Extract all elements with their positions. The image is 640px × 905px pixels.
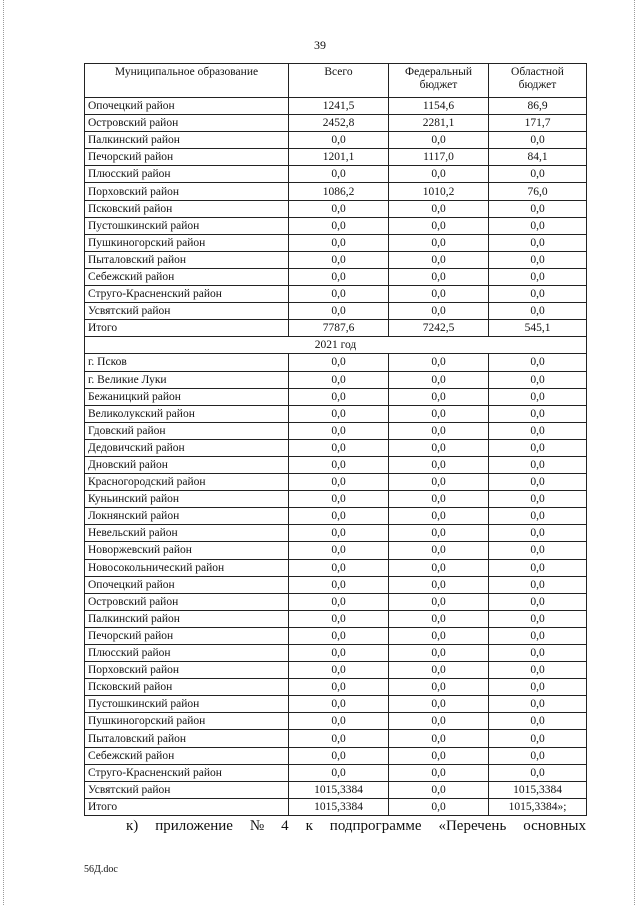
cell-federal: 2281,1 <box>389 115 489 132</box>
cell-federal: 0,0 <box>389 730 489 747</box>
cell-total: 0,0 <box>289 593 389 610</box>
cell-total: 0,0 <box>289 764 389 781</box>
cell-regional: 0,0 <box>489 303 587 320</box>
cell-federal: 0,0 <box>389 422 489 439</box>
table-row <box>85 508 587 525</box>
cell-federal: 0,0 <box>389 627 489 644</box>
header-regional-budget: Областной бюджет <box>489 64 587 98</box>
cell-municipality: Островский район <box>85 593 289 610</box>
cell-federal: 0,0 <box>389 645 489 662</box>
cell-total: 0,0 <box>289 713 389 730</box>
cell-regional: 0,0 <box>489 200 587 217</box>
cell-municipality: Куньинский район <box>85 491 289 508</box>
cell-total: 0,0 <box>289 542 389 559</box>
table-row <box>85 491 587 508</box>
cell-regional: 0,0 <box>489 217 587 234</box>
cell-municipality: г. Великие Луки <box>85 371 289 388</box>
cell-federal: 0,0 <box>389 217 489 234</box>
cell-regional: 0,0 <box>489 525 587 542</box>
cell-federal: 0,0 <box>389 491 489 508</box>
cell-regional: 86,9 <box>489 98 587 115</box>
page-number: 39 <box>314 38 326 52</box>
cell-regional: 0,0 <box>489 696 587 713</box>
cell-municipality: Новосокольнический район <box>85 559 289 576</box>
table-row <box>85 422 587 439</box>
table-row <box>85 132 587 149</box>
cell-federal: 7242,5 <box>389 320 489 337</box>
year-row <box>85 337 587 354</box>
cell-total: 0,0 <box>289 439 389 456</box>
cell-total: 0,0 <box>289 132 389 149</box>
cell-total: 1086,2 <box>289 183 389 200</box>
table-row <box>85 388 587 405</box>
cell-total: 7787,6 <box>289 320 389 337</box>
cell-regional: 0,0 <box>489 354 587 371</box>
cell-municipality: Итого <box>85 798 289 815</box>
table-row <box>85 439 587 456</box>
table-row <box>85 166 587 183</box>
cell-regional: 0,0 <box>489 593 587 610</box>
cell-total: 0,0 <box>289 576 389 593</box>
cell-regional: 0,0 <box>489 627 587 644</box>
cell-federal: 0,0 <box>389 679 489 696</box>
cell-municipality: Невельский район <box>85 525 289 542</box>
table-row <box>85 183 587 200</box>
header-municipality: Муниципальное образование <box>85 64 289 98</box>
cell-regional: 1015,3384 <box>489 781 587 798</box>
cell-municipality: Палкинский район <box>85 132 289 149</box>
cell-total: 0,0 <box>289 662 389 679</box>
cell-municipality: Локнянский район <box>85 508 289 525</box>
table-row <box>85 559 587 576</box>
continuation-word: подпрограмме <box>329 818 422 834</box>
cell-total: 0,0 <box>289 696 389 713</box>
cell-municipality: Усвятский район <box>85 303 289 320</box>
cell-regional: 0,0 <box>489 234 587 251</box>
cell-federal: 1010,2 <box>389 183 489 200</box>
cell-total: 0,0 <box>289 422 389 439</box>
cell-regional: 0,0 <box>489 132 587 149</box>
cell-total: 0,0 <box>289 508 389 525</box>
cell-federal: 0,0 <box>389 542 489 559</box>
cell-regional: 0,0 <box>489 388 587 405</box>
cell-municipality: Себежский район <box>85 747 289 764</box>
table-row <box>85 456 587 473</box>
cell-regional: 0,0 <box>489 491 587 508</box>
table-row <box>85 781 587 798</box>
cell-regional: 0,0 <box>489 371 587 388</box>
cell-federal: 0,0 <box>389 508 489 525</box>
cell-municipality: Пыталовский район <box>85 730 289 747</box>
cell-regional: 0,0 <box>489 286 587 303</box>
cell-regional: 0,0 <box>489 730 587 747</box>
table-row <box>85 764 587 781</box>
cell-municipality: Себежский район <box>85 268 289 285</box>
cell-regional: 545,1 <box>489 320 587 337</box>
cell-federal: 0,0 <box>389 132 489 149</box>
cell-federal: 0,0 <box>389 354 489 371</box>
table-header-row <box>85 64 587 98</box>
cell-total: 0,0 <box>289 559 389 576</box>
cell-regional: 0,0 <box>489 713 587 730</box>
cell-municipality: Пушкиногорский район <box>85 713 289 730</box>
header-total: Всего <box>289 64 389 98</box>
cell-municipality: г. Псков <box>85 354 289 371</box>
cell-federal: 0,0 <box>389 798 489 815</box>
cell-regional: 0,0 <box>489 268 587 285</box>
cell-federal: 0,0 <box>389 286 489 303</box>
cell-municipality: Пустошкинский район <box>85 696 289 713</box>
cell-total: 0,0 <box>289 405 389 422</box>
cell-municipality: Печорский район <box>85 149 289 166</box>
cell-federal: 0,0 <box>389 559 489 576</box>
cell-total: 0,0 <box>289 679 389 696</box>
year-label: 2021 год <box>85 337 587 354</box>
cell-total: 1201,1 <box>289 149 389 166</box>
cell-municipality: Усвятский район <box>85 781 289 798</box>
cell-total: 2452,8 <box>289 115 389 132</box>
table-row <box>85 662 587 679</box>
continuation-word: приложение <box>155 818 233 834</box>
cell-regional: 0,0 <box>489 764 587 781</box>
cell-municipality: Островский район <box>85 115 289 132</box>
continuation-word: «Перечень <box>438 818 507 834</box>
cell-municipality: Опочецкий район <box>85 576 289 593</box>
cell-regional: 0,0 <box>489 422 587 439</box>
table-row <box>85 115 587 132</box>
cell-municipality: Дновский район <box>85 456 289 473</box>
cell-municipality: Палкинский район <box>85 610 289 627</box>
cell-total: 0,0 <box>289 303 389 320</box>
cell-federal: 1154,6 <box>389 98 489 115</box>
cell-total: 0,0 <box>289 217 389 234</box>
cell-federal: 0,0 <box>389 251 489 268</box>
table-row <box>85 798 587 815</box>
table-row <box>85 286 587 303</box>
cell-federal: 0,0 <box>389 456 489 473</box>
continuation-word: к) <box>126 818 139 834</box>
cell-total: 0,0 <box>289 251 389 268</box>
cell-regional: 84,1 <box>489 149 587 166</box>
cell-municipality: Великолукский район <box>85 405 289 422</box>
cell-municipality: Плюсский район <box>85 166 289 183</box>
continuation-text <box>126 818 586 835</box>
cell-total: 0,0 <box>289 730 389 747</box>
cell-federal: 0,0 <box>389 303 489 320</box>
table-row <box>85 713 587 730</box>
table-row <box>85 747 587 764</box>
cell-federal: 0,0 <box>389 696 489 713</box>
cell-municipality: Псковский район <box>85 679 289 696</box>
table-row <box>85 610 587 627</box>
cell-regional: 0,0 <box>489 542 587 559</box>
cell-municipality: Пушкиногорский район <box>85 234 289 251</box>
cell-regional: 76,0 <box>489 183 587 200</box>
cell-municipality: Порховский район <box>85 183 289 200</box>
cell-total: 0,0 <box>289 371 389 388</box>
table-row <box>85 268 587 285</box>
table-row <box>85 303 587 320</box>
cell-regional: 0,0 <box>489 559 587 576</box>
cell-total: 0,0 <box>289 645 389 662</box>
cell-federal: 0,0 <box>389 234 489 251</box>
continuation-word: основных <box>523 818 586 834</box>
cell-total: 0,0 <box>289 268 389 285</box>
cell-federal: 0,0 <box>389 713 489 730</box>
cell-municipality: Струго-Красненский район <box>85 764 289 781</box>
cell-federal: 0,0 <box>389 371 489 388</box>
cell-regional: 1015,3384»; <box>489 798 587 815</box>
cell-federal: 0,0 <box>389 166 489 183</box>
cell-municipality: Новоржевский район <box>85 542 289 559</box>
table-row <box>85 730 587 747</box>
cell-total: 0,0 <box>289 747 389 764</box>
cell-federal: 0,0 <box>389 610 489 627</box>
cell-total: 1015,3384 <box>289 781 389 798</box>
cell-federal: 0,0 <box>389 439 489 456</box>
cell-total: 0,0 <box>289 234 389 251</box>
cell-municipality: Плюсский район <box>85 645 289 662</box>
cell-municipality: Гдовский район <box>85 422 289 439</box>
cell-total: 0,0 <box>289 286 389 303</box>
table-body-before <box>85 98 587 337</box>
table-row <box>85 251 587 268</box>
cell-regional: 0,0 <box>489 576 587 593</box>
cell-regional: 0,0 <box>489 747 587 764</box>
cell-municipality: Порховский район <box>85 662 289 679</box>
table-row <box>85 354 587 371</box>
header-federal-budget: Федеральный бюджет <box>389 64 489 98</box>
cell-federal: 0,0 <box>389 474 489 491</box>
cell-regional: 0,0 <box>489 405 587 422</box>
cell-municipality: Дедовичский район <box>85 439 289 456</box>
cell-federal: 0,0 <box>389 764 489 781</box>
cell-federal: 0,0 <box>389 388 489 405</box>
table-row <box>85 149 587 166</box>
cell-federal: 0,0 <box>389 593 489 610</box>
cell-regional: 0,0 <box>489 508 587 525</box>
cell-municipality: Струго-Красненский район <box>85 286 289 303</box>
budget-table <box>84 63 587 816</box>
cell-regional: 171,7 <box>489 115 587 132</box>
table-row <box>85 200 587 217</box>
cell-total: 0,0 <box>289 525 389 542</box>
cell-total: 0,0 <box>289 388 389 405</box>
cell-municipality: Бежаницкий район <box>85 388 289 405</box>
table-row <box>85 217 587 234</box>
cell-municipality: Итого <box>85 320 289 337</box>
cell-regional: 0,0 <box>489 662 587 679</box>
cell-federal: 0,0 <box>389 747 489 764</box>
cell-total: 0,0 <box>289 491 389 508</box>
cell-regional: 0,0 <box>489 645 587 662</box>
cell-regional: 0,0 <box>489 456 587 473</box>
cell-federal: 0,0 <box>389 662 489 679</box>
table-row <box>85 525 587 542</box>
table-row <box>85 576 587 593</box>
cell-regional: 0,0 <box>489 610 587 627</box>
table-row <box>85 627 587 644</box>
table-row <box>85 371 587 388</box>
cell-municipality: Пыталовский район <box>85 251 289 268</box>
cell-federal: 0,0 <box>389 200 489 217</box>
table-row <box>85 234 587 251</box>
document-filename: 56Д.doc <box>84 864 118 875</box>
cell-federal: 0,0 <box>389 268 489 285</box>
cell-regional: 0,0 <box>489 166 587 183</box>
cell-municipality: Красногородский район <box>85 474 289 491</box>
table-row <box>85 645 587 662</box>
cell-total: 0,0 <box>289 610 389 627</box>
cell-federal: 0,0 <box>389 576 489 593</box>
table-row <box>85 320 587 337</box>
table-body-after <box>85 354 587 816</box>
cell-federal: 0,0 <box>389 525 489 542</box>
continuation-word: к <box>305 818 313 834</box>
cell-municipality: Псковский район <box>85 200 289 217</box>
cell-federal: 0,0 <box>389 781 489 798</box>
cell-total: 0,0 <box>289 456 389 473</box>
continuation-word: № <box>249 818 265 834</box>
cell-regional: 0,0 <box>489 679 587 696</box>
cell-total: 0,0 <box>289 627 389 644</box>
page-right-edge <box>634 0 636 905</box>
cell-municipality: Пустошкинский район <box>85 217 289 234</box>
table-row <box>85 98 587 115</box>
continuation-word: 4 <box>281 818 289 834</box>
cell-total: 0,0 <box>289 474 389 491</box>
table-row <box>85 405 587 422</box>
table-row <box>85 696 587 713</box>
cell-total: 0,0 <box>289 200 389 217</box>
cell-municipality: Опочецкий район <box>85 98 289 115</box>
cell-regional: 0,0 <box>489 439 587 456</box>
table-row <box>85 679 587 696</box>
cell-municipality: Печорский район <box>85 627 289 644</box>
table-row <box>85 474 587 491</box>
cell-total: 1241,5 <box>289 98 389 115</box>
cell-total: 0,0 <box>289 354 389 371</box>
page-left-edge <box>3 0 5 905</box>
cell-federal: 0,0 <box>389 405 489 422</box>
cell-regional: 0,0 <box>489 474 587 491</box>
cell-total: 1015,3384 <box>289 798 389 815</box>
cell-total: 0,0 <box>289 166 389 183</box>
cell-regional: 0,0 <box>489 251 587 268</box>
cell-federal: 1117,0 <box>389 149 489 166</box>
table-row <box>85 542 587 559</box>
table-row <box>85 593 587 610</box>
